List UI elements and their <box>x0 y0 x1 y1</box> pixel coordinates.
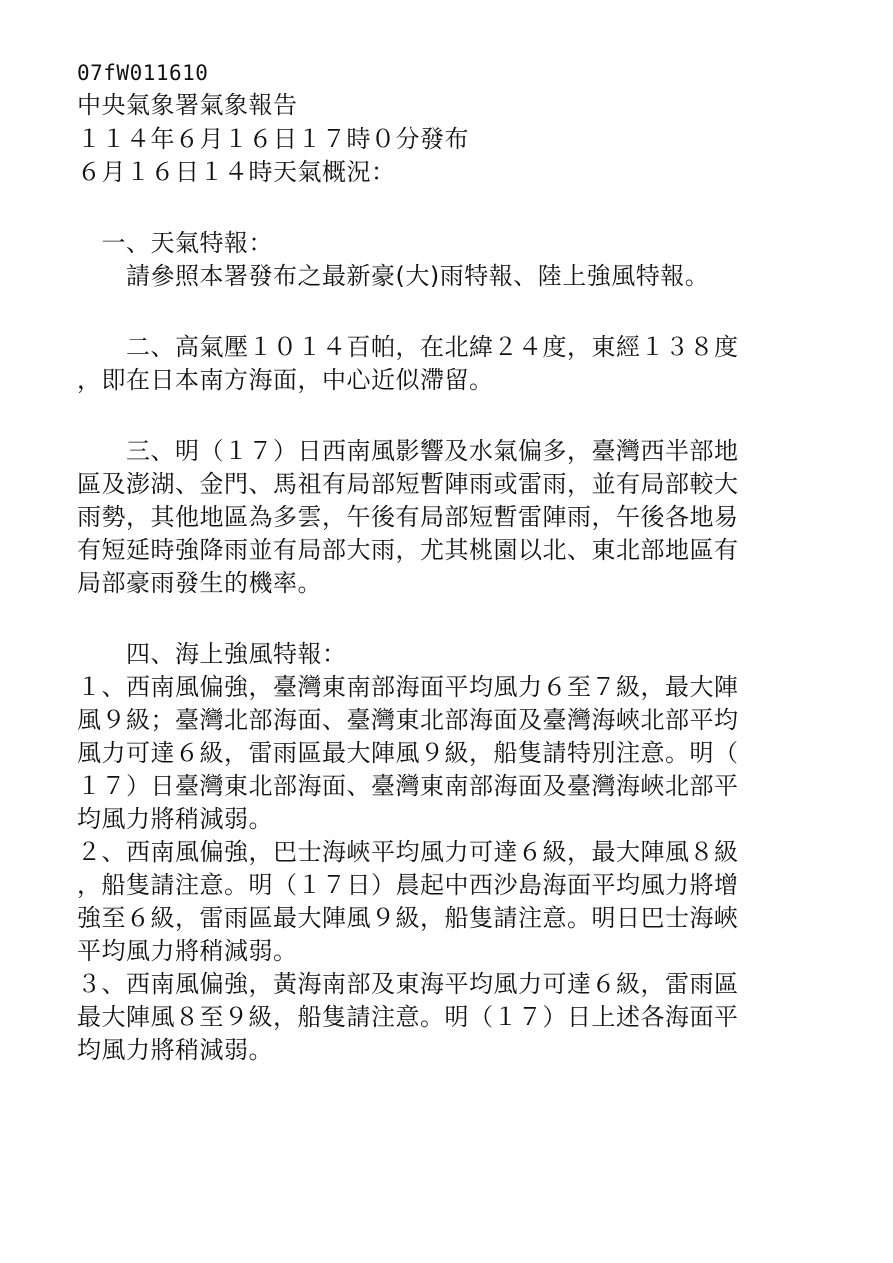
section-4-line: ２、西南風偏強，巴士海峽平均風力可達６級，最大陣風８級 <box>77 838 739 866</box>
section-2-line: 二、高氣壓１０１４百帕，在北緯２４度，東經１３８度 <box>77 333 739 361</box>
section-4-line: 平均風力將稍減弱。 <box>77 937 298 965</box>
section-4-line: １７）日臺灣東北部海面、臺灣東南部海面及臺灣海峽北部平 <box>77 772 739 800</box>
issued-time: １１４年６月１６日１７時０分發布 <box>77 125 469 153</box>
section-3-line: 區及澎湖、金門、馬祖有局部短暫陣雨或雷雨，並有局部較大 <box>77 470 739 498</box>
section-4-line: ３、西南風偏強，黃海南部及東海平均風力可達６級，雷雨區 <box>77 970 739 998</box>
section-2-line: ，即在日本南方海面，中心近似滯留。 <box>77 366 494 394</box>
section-4-line: 風９級；臺灣北部海面、臺灣東北部海面及臺灣海峽北部平均 <box>77 706 739 734</box>
section-3-line: 三、明（１７）日西南風影響及水氣偏多，臺灣西半部地 <box>77 437 739 465</box>
section-4-line: 均風力將稍減弱。 <box>77 1036 273 1064</box>
overview-title: ６月１６日１４時天氣概況： <box>77 158 396 186</box>
section-3-line: 雨勢，其他地區為多雲，午後有局部短暫雷陣雨，午後各地易 <box>77 503 739 531</box>
section-4-heading: 四、海上強風特報： <box>77 640 347 668</box>
section-4-line: 最大陣風８至９級，船隻請注意。明（１７）日上述各海面平 <box>77 1003 739 1031</box>
agency-title: 中央氣象署氣象報告 <box>77 91 298 119</box>
section-4-line: 風力可達６級，雷雨區最大陣風９級，船隻請特別注意。明（ <box>77 739 739 767</box>
section-4-line: ，船隻請注意。明（１７日）晨起中西沙島海面平均風力將增 <box>77 871 739 899</box>
section-4-line: 強至６級，雷雨區最大陣風９級，船隻請注意。明日巴士海峽 <box>77 904 739 932</box>
section-3-line: 有短延時強降雨並有局部大雨，尤其桃園以北、東北部地區有 <box>77 536 739 564</box>
section-3-line: 局部豪雨發生的機率。 <box>77 569 322 597</box>
section-1-heading: 一、天氣特報： <box>77 229 273 257</box>
section-1-text: 請參照本署發布之最新豪(大)雨特報、陸上強風特報。 <box>77 262 710 290</box>
section-4-line: 均風力將稍減弱。 <box>77 805 273 833</box>
section-4-line: １、西南風偏強，臺灣東南部海面平均風力６至７級，最大陣 <box>77 673 739 701</box>
doc-id: 07fW011610 <box>77 61 209 85</box>
